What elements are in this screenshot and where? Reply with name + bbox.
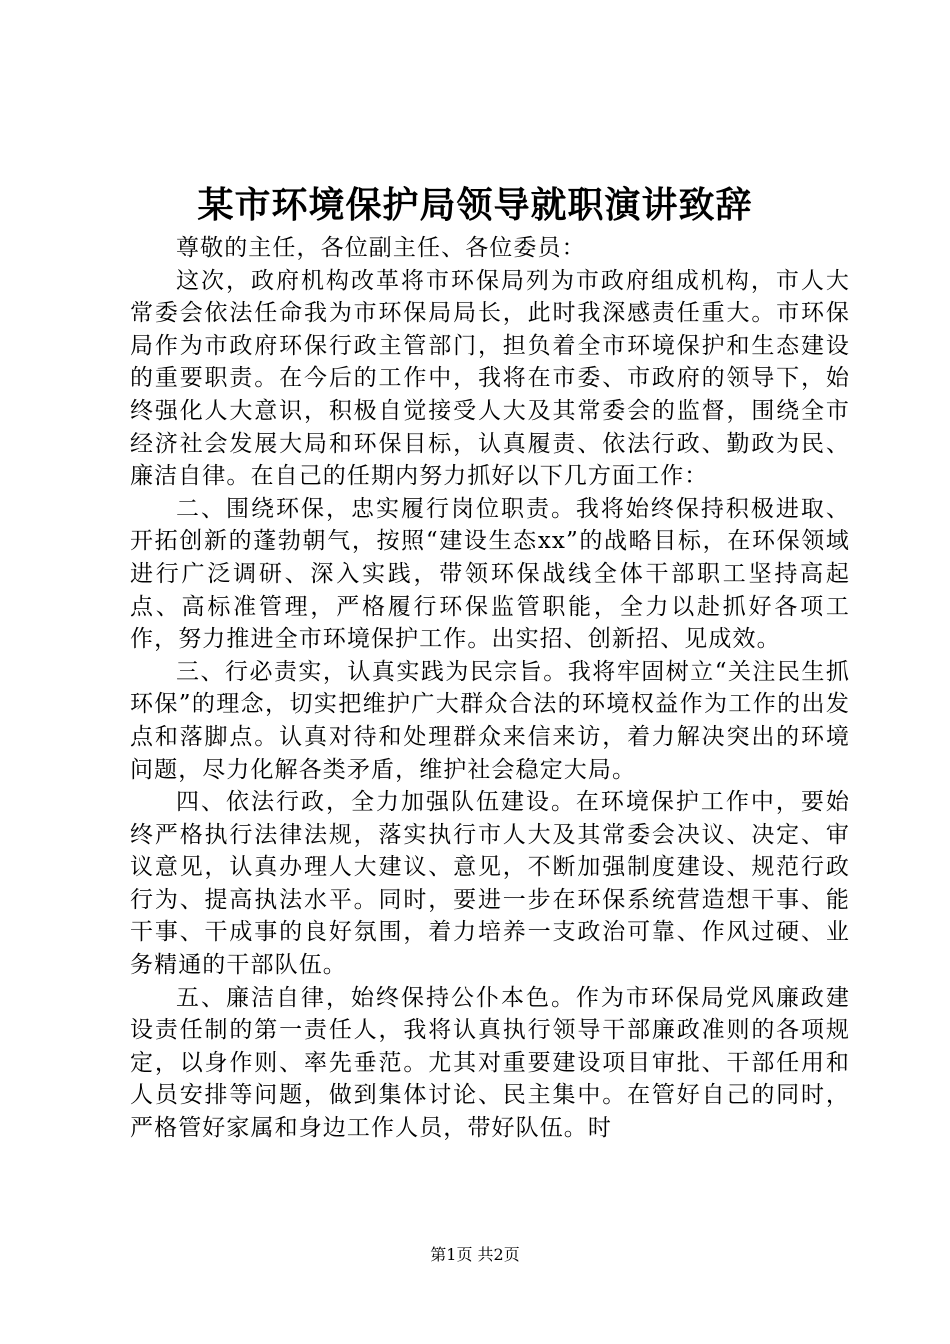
body-paragraph: 五、廉洁自律，始终保持公仆本色。作为市环保局党风廉政建设责任制的第一责任人，我将认真执行领导干部廉政准则的各项规定，以身作则、率先垂范。尤其对重要建设项目审批、干部任用和人员安排等问题，做到集体讨论、民主集中。在管好自己的同时，严格管好家属和身边工作人员，带好队伍。时: [130, 984, 850, 1142]
body-paragraph: 二、围绕环保，忠实履行岗位职责。我将始终保持积极进取、开拓创新的蓬勃朝气，按照“建设生态xx”的战略目标，在环保领域进行广泛调研、深入实践，带领环保战线全体干部职工坚持高起点、高标准管理，严格履行环保监管职能，全力以赴抓好各项工作，努力推进全市环境保护工作。出实招、创新招、见成效。: [130, 495, 850, 653]
page-number-footer: 第1页 共2页: [430, 1245, 520, 1264]
body-paragraph: 三、行必责实，认真实践为民宗旨。我将牢固树立“关注民生抓环保”的理念，切实把维护广大群众合法的环境权益作为工作的出发点和落脚点。认真对待和处理群众来信来访，着力解决突出的环境问题，尽力化解各类矛盾，维护社会稳定大局。: [130, 658, 850, 783]
document-body: [130, 232, 850, 1145]
document-title: 某市环境保护局领导就职演讲致辞: [197, 184, 753, 226]
salutation-paragraph: 尊敬的主任，各位副主任、各位委员：: [176, 235, 586, 261]
body-paragraph: 四、依法行政，全力加强队伍建设。在环境保护工作中，要始终严格执行法律法规，落实执行市人大及其常委会决议、决定、审议意见，认真办理人大建议、意见，不断加强制度建设、规范行政行为、提高执法水平。同时，要进一步在环保系统营造想干事、能干事、干成事的良好氛围，着力培养一支政治可靠、作风过硬、业务精通的干部队伍。: [130, 789, 850, 979]
body-paragraph: 这次，政府机构改革将市环保局列为市政府组成机构，市人大常委会依法任命我为市环保局局长，此时我深感责任重大。市环保局作为市政府环保行政主管部门，担负着全市环境保护和生态建设的重要职责。在今后的工作中，我将在市委、市政府的领导下，始终强化人大意识，积极自觉接受人大及其常委会的监督，围绕全市经济社会发展大局和环保目标，认真履责、依法行政、勤政为民、廉洁自律。在自己的任期内努力抓好以下几方面工作：: [130, 267, 850, 490]
